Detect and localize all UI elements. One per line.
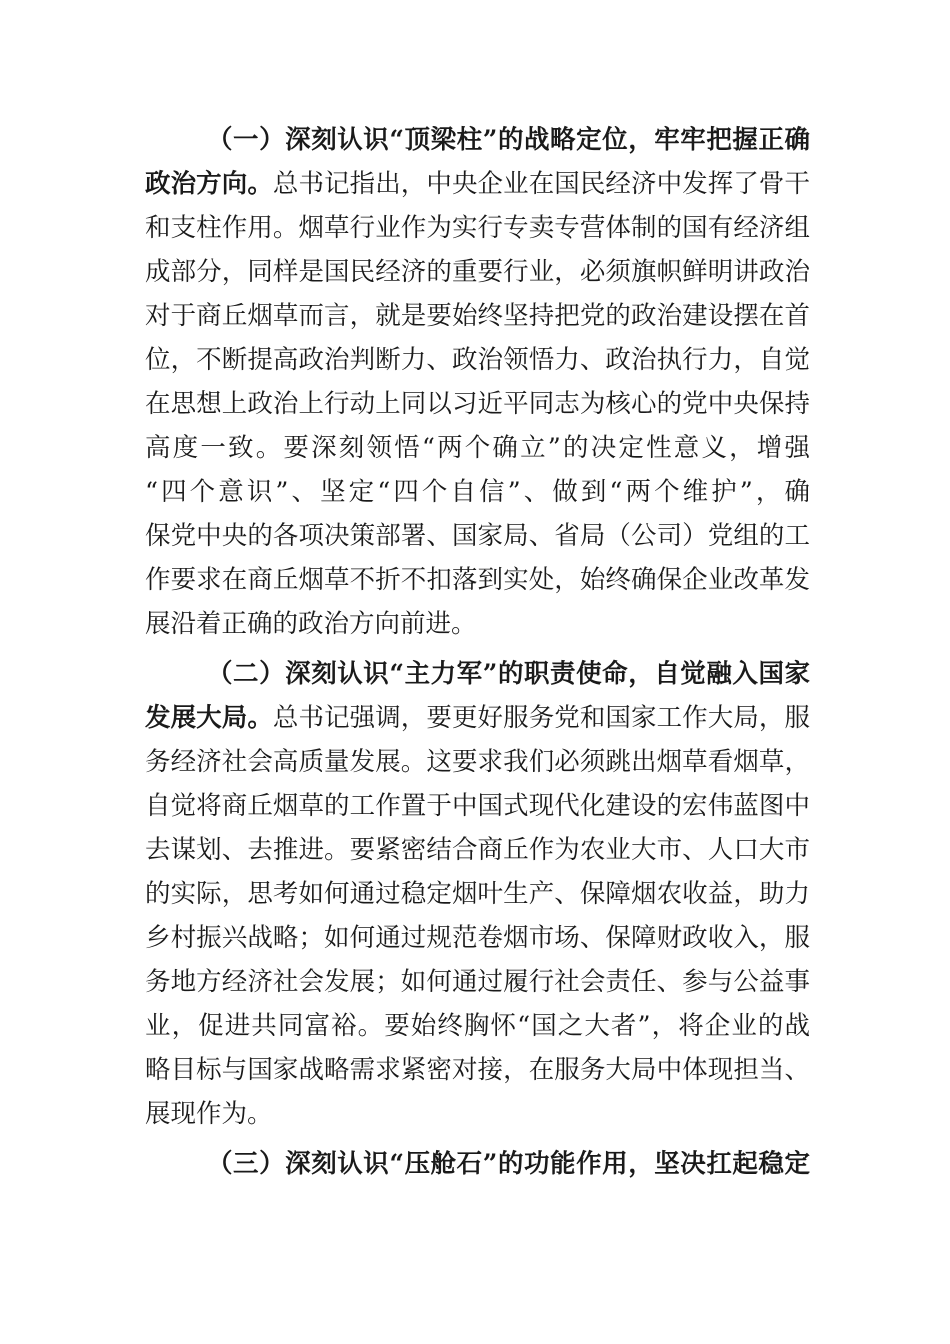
heading-tail: 发展大局。 — [145, 703, 273, 733]
body-line: 作要求在商丘烟草不折不扣落到实处，始终确保企业改革发 — [145, 565, 810, 595]
body-line: 在思想上政治上行动上同以习近平同志为核心的党中央保持 — [145, 389, 810, 419]
body-line — [145, 162, 810, 206]
body-line: 乡村振兴战略；如何通过规范卷烟市场、保障财政收入，服 — [145, 923, 810, 953]
body-line: 业，促进共同富裕。要始终胸怀“国之大者”，将企业的战 — [145, 1011, 810, 1041]
body-line: “四个意识”、坚定“四个自信”、做到“两个维护”，确 — [145, 477, 810, 507]
body-line: 和支柱作用。烟草行业作为实行专卖专营体制的国有经济组 — [145, 213, 810, 243]
heading-tail: 政治方向。 — [145, 169, 273, 199]
body-line: 略目标与国家战略需求紧密对接，在服务大局中体现担当、 — [145, 1055, 810, 1085]
body-line: 高度一致。要深刻领悟“两个确立”的决定性意义，增强 — [145, 433, 810, 463]
line-text: 总书记强调，要更好服务党和国家工作大局，服 — [272, 703, 810, 733]
body-line: 的实际，思考如何通过稳定烟叶生产、保障烟农收益，助力 — [145, 879, 810, 909]
line-text: 总书记指出，中央企业在国民经济中发挥了骨干 — [272, 169, 810, 199]
body-line: 保党中央的各项决策部署、国家局、省局（公司）党组的工 — [145, 521, 810, 551]
body-line: （二）深刻认识“主力军”的职责使命，自觉融入国家 — [207, 659, 810, 689]
body-line: 位，不断提高政治判断力、政治领悟力、政治执行力，自觉 — [145, 345, 810, 375]
body-line: 对于商丘烟草而言，就是要始终坚持把党的政治建设摆在首 — [145, 301, 810, 331]
body-line — [145, 696, 810, 740]
body-line: 自觉将商丘烟草的工作置于中国式现代化建设的宏伟蓝图中 — [145, 791, 810, 821]
body-line: 展沿着正确的政治方向前进。 — [145, 609, 477, 639]
body-line: 务地方经济社会发展；如何通过履行社会责任、参与公益事 — [145, 967, 810, 997]
body-line: 成部分，同样是国民经济的重要行业，必须旗帜鲜明讲政治 — [145, 257, 810, 287]
body-line: （三）深刻认识“压舱石”的功能作用，坚决扛起稳定 — [207, 1149, 810, 1179]
body-line: （一）深刻认识“顶梁柱”的战略定位，牢牢把握正确 — [207, 125, 810, 155]
body-line: 展现作为。 — [145, 1099, 273, 1129]
body-line: 去谋划、去推进。要紧密结合商丘作为农业大市、人口大市 — [145, 835, 810, 865]
body-line: 务经济社会高质量发展。这要求我们必须跳出烟草看烟草， — [145, 747, 810, 777]
